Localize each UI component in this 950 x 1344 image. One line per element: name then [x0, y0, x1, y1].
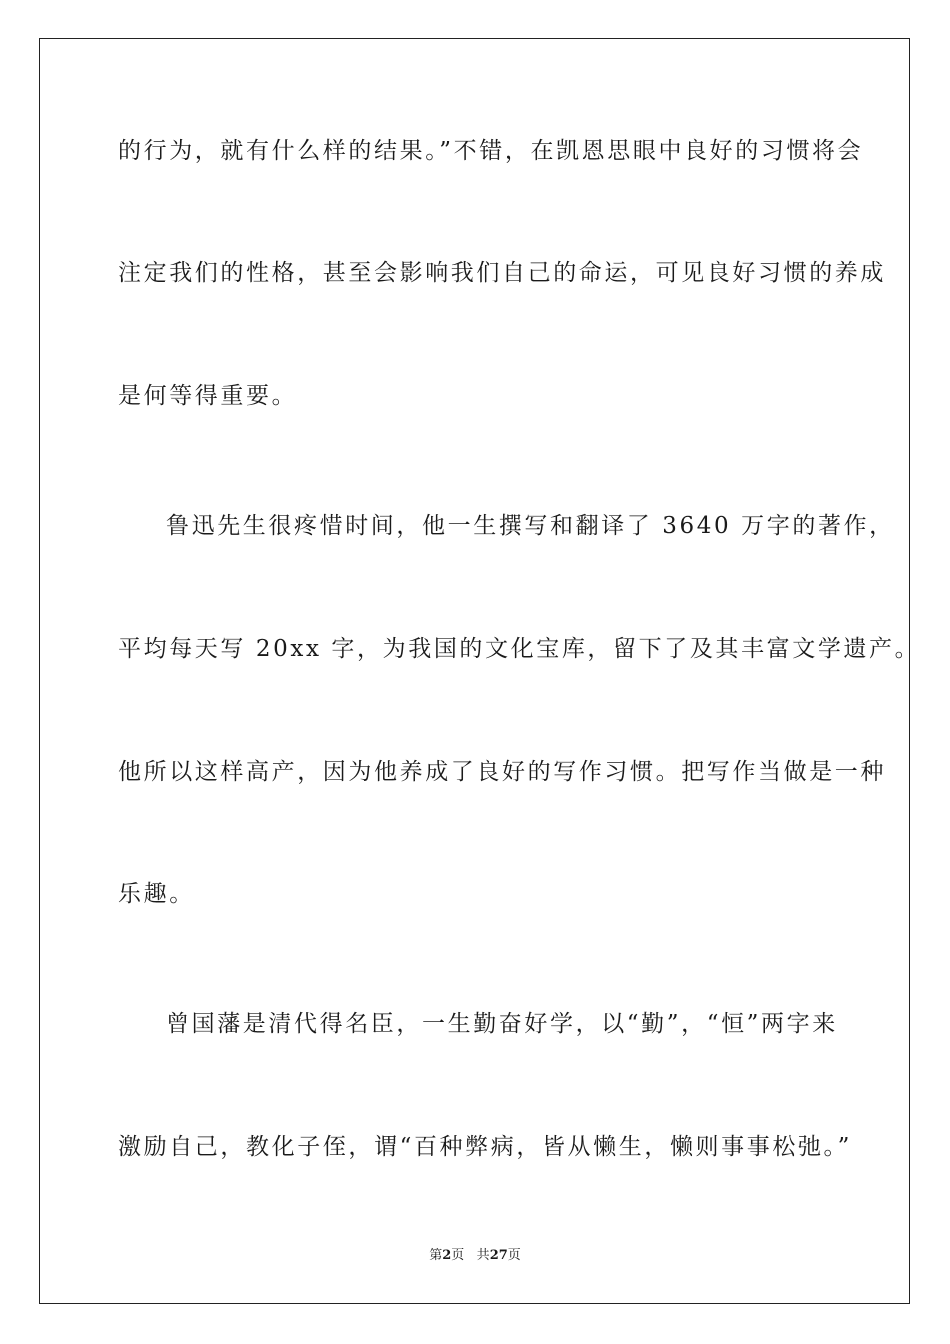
page-suffix: 页: [451, 1248, 465, 1263]
paragraph-first-line: 鲁迅先生很疼惜时间，他一生撰写和翻译了 3640 万字的著作，: [166, 513, 895, 539]
text-line: 是何等得重要。: [118, 383, 298, 409]
text-line: 激励自己，教化子侄，谓“百种弊病，皆从懒生，懒则事事松弛。”: [118, 1134, 853, 1160]
total-pages: 27: [489, 1248, 508, 1263]
page-number: 2: [442, 1248, 452, 1263]
page-border: [39, 38, 910, 1304]
text-line: 乐趣。: [118, 881, 195, 907]
text-line: 他所以这样高产，因为他养成了良好的写作习惯。把写作当做是一种: [118, 759, 886, 785]
page-prefix: 第: [429, 1248, 443, 1263]
page-footer: [0, 1247, 950, 1265]
text-line: 的行为，就有什么样的结果。”不错，在凯恩思眼中良好的习惯将会: [118, 138, 864, 164]
total-prefix: 共: [476, 1248, 490, 1263]
text-line: 注定我们的性格，甚至会影响我们自己的命运，可见良好习惯的养成: [118, 260, 886, 286]
text-line: 平均每天写 20xx 字，为我国的文化宝库，留下了及其丰富文学遗产。: [118, 636, 921, 662]
total-suffix: 页: [507, 1248, 521, 1263]
paragraph-first-line: 曾国藩是清代得名臣，一生勤奋好学，以“勤”，“恒”两字来: [166, 1011, 838, 1037]
